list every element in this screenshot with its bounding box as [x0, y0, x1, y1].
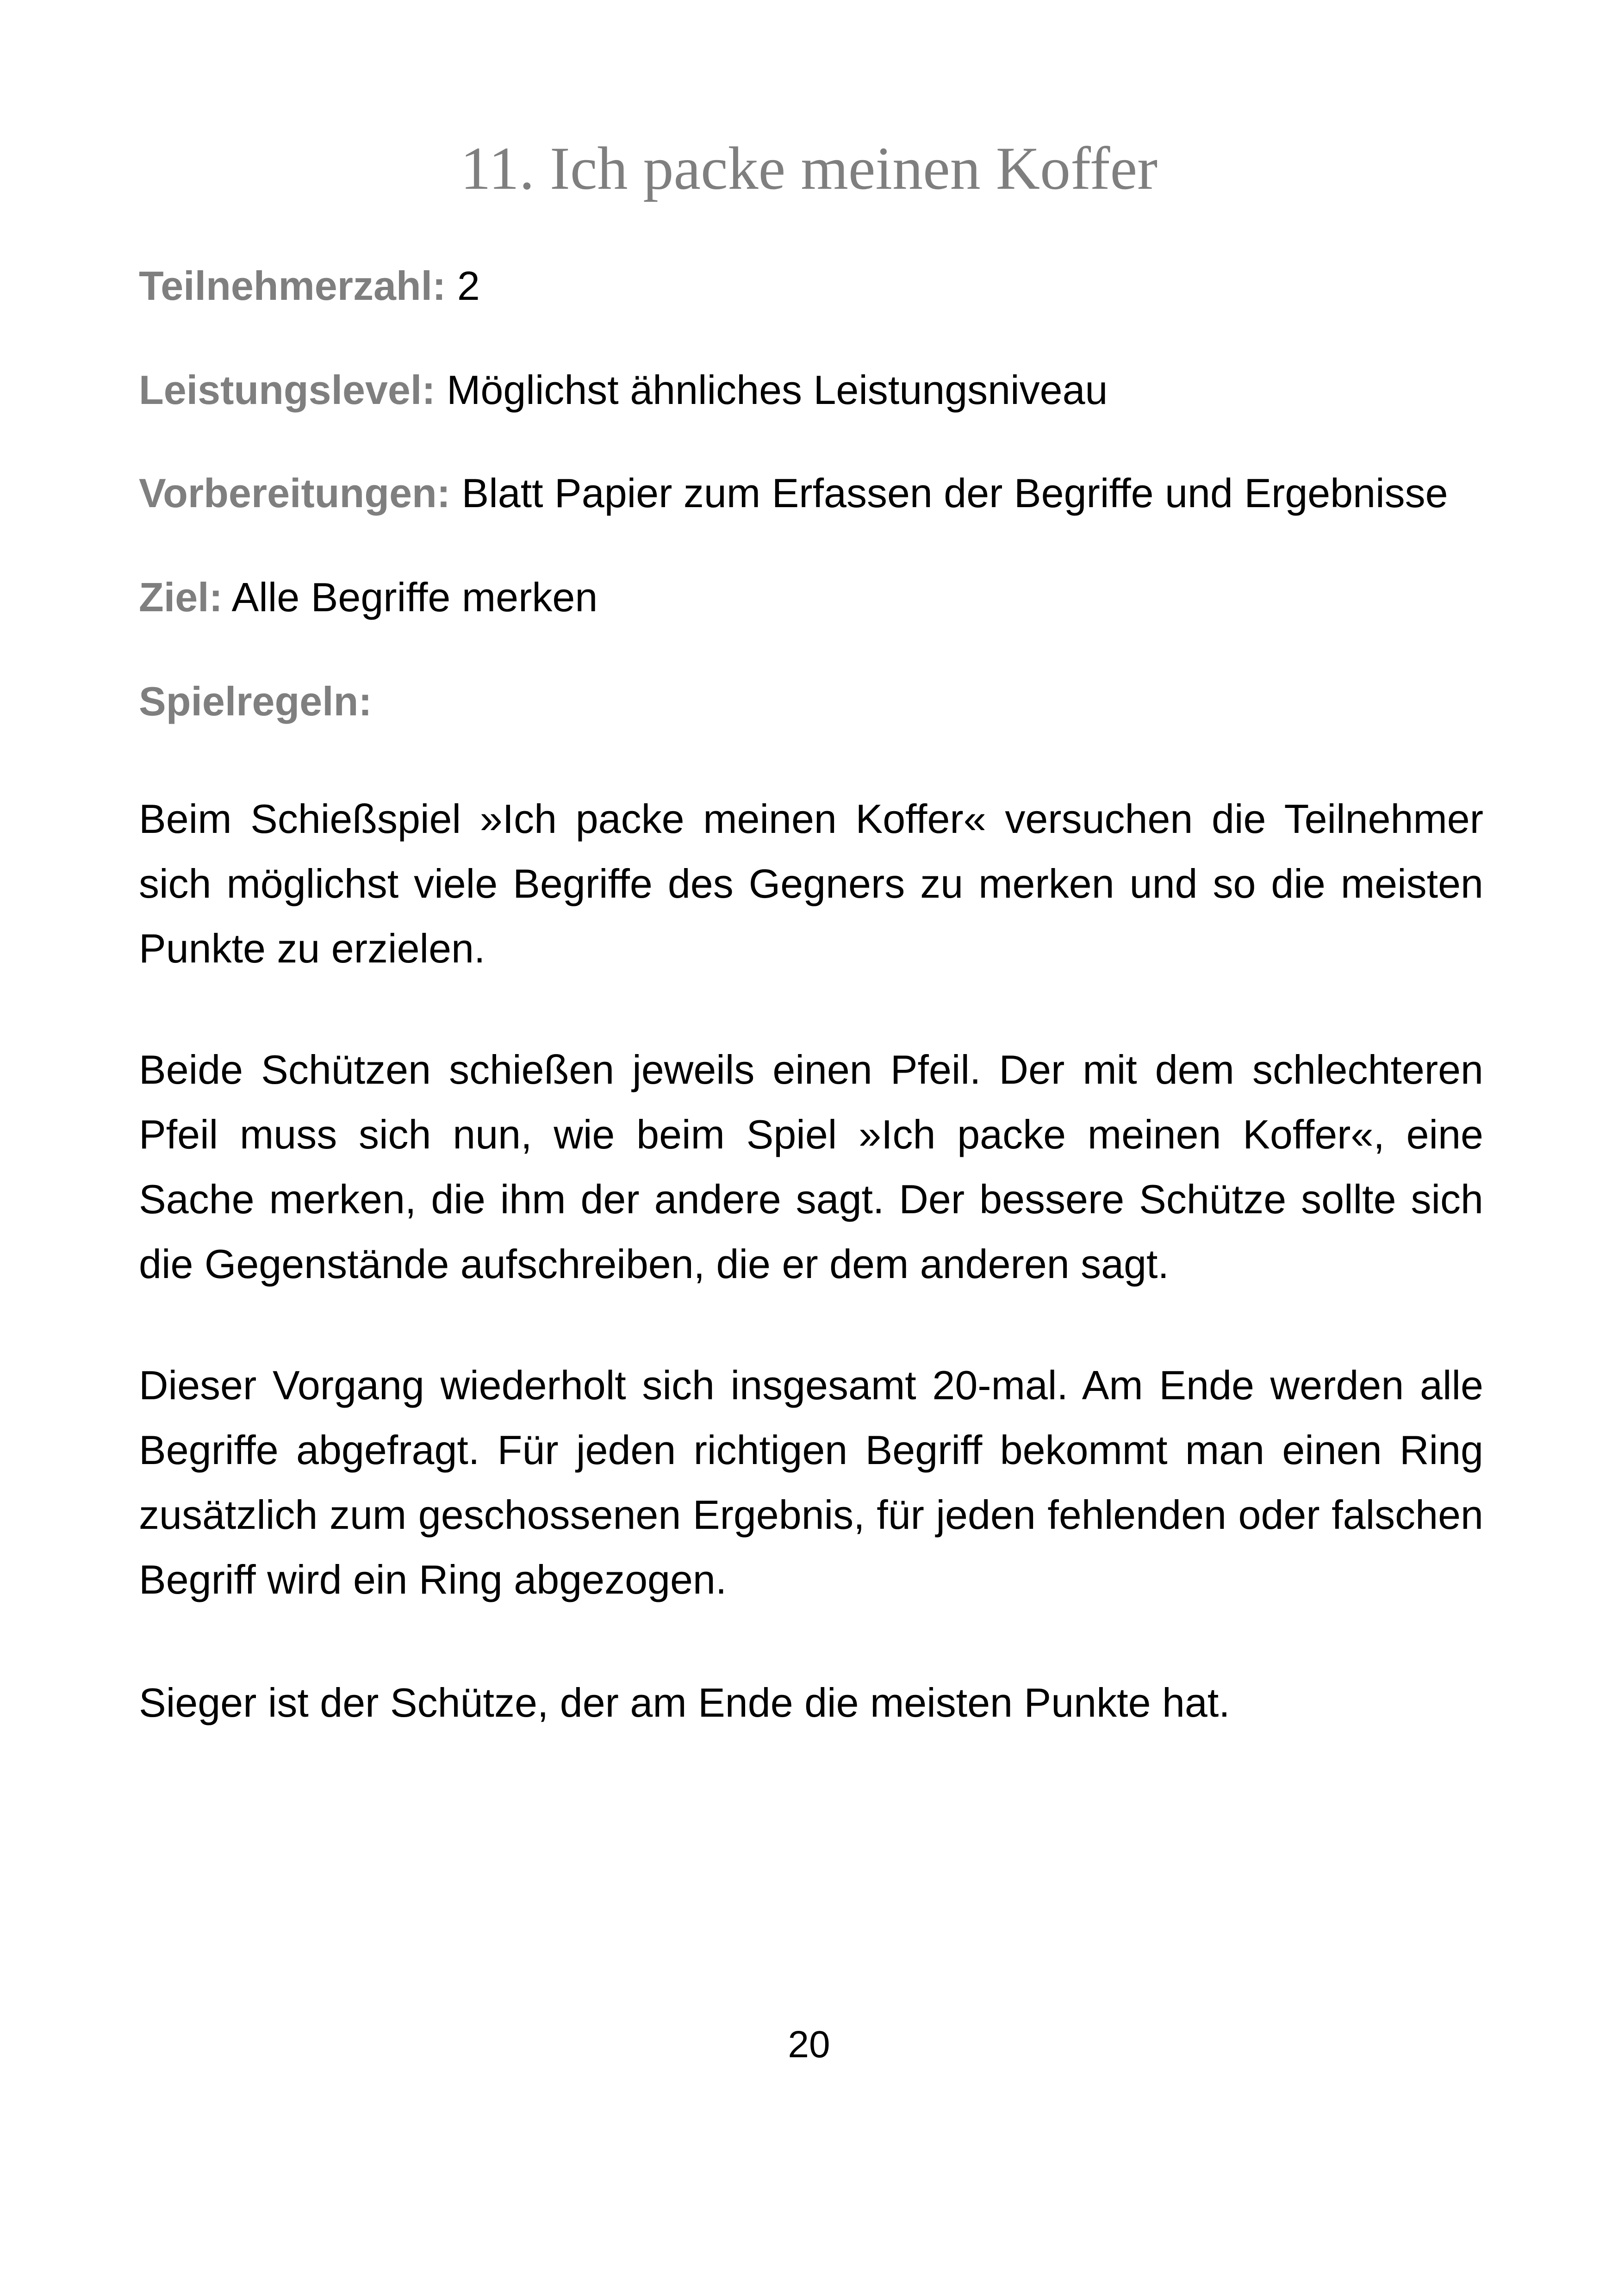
rules-paragraph-1: Beim Schießspiel »Ich packe meinen Koffer« versuchen die Teilnehmer sich möglichst viele Begriffe des Gegners zu merken und so die meisten Punkte zu erzielen.	[139, 796, 1483, 971]
page-title: 11. Ich packe meinen Koffer	[460, 134, 1158, 202]
level-value: Möglichst ähnliches Leistungsniveau	[447, 367, 1108, 413]
goal-label: Ziel:	[139, 574, 223, 620]
goal-value: Alle Begriffe merken	[231, 574, 598, 620]
field-rules	[139, 677, 1481, 726]
field-participants	[139, 261, 1481, 310]
page-number: 20	[788, 2023, 830, 2066]
preparation-label: Vorbereitungen:	[139, 470, 451, 516]
field-preparation	[139, 469, 1481, 518]
participants-label: Teilnehmerzahl:	[139, 263, 446, 309]
rules-paragraph-4: Sieger ist der Schütze, der am Ende die meisten Punkte hat.	[139, 1680, 1230, 1725]
preparation-value: Blatt Papier zum Erfassen der Begriffe und Ergebnisse	[461, 470, 1448, 516]
field-level	[139, 366, 1481, 415]
rules-paragraph-3: Dieser Vorgang wiederholt sich insgesamt 20-mal. Am Ende werden alle Begriffe abgefragt. Für jeden richtigen Begriff bekommt man einen Ring zusätzlich zum geschossenen Ergebnis, für jeden fehlenden oder falschen Begriff wird ein Ring abgezogen.	[139, 1362, 1483, 1602]
participants-value: 2	[457, 263, 480, 309]
field-goal	[139, 573, 1481, 622]
level-label: Leistungslevel:	[139, 367, 436, 413]
rules-label: Spielregeln:	[139, 678, 372, 724]
rules-paragraph-2: Beide Schützen schießen jeweils einen Pfeil. Der mit dem schlechteren Pfeil muss sich nun, wie beim Spiel »Ich packe meinen Koffer«, eine Sache merken, die ihm der andere sagt. Der bessere Schütze sollte sich die Gegenstände aufschreiben, die er dem anderen sagt.	[139, 1047, 1483, 1287]
